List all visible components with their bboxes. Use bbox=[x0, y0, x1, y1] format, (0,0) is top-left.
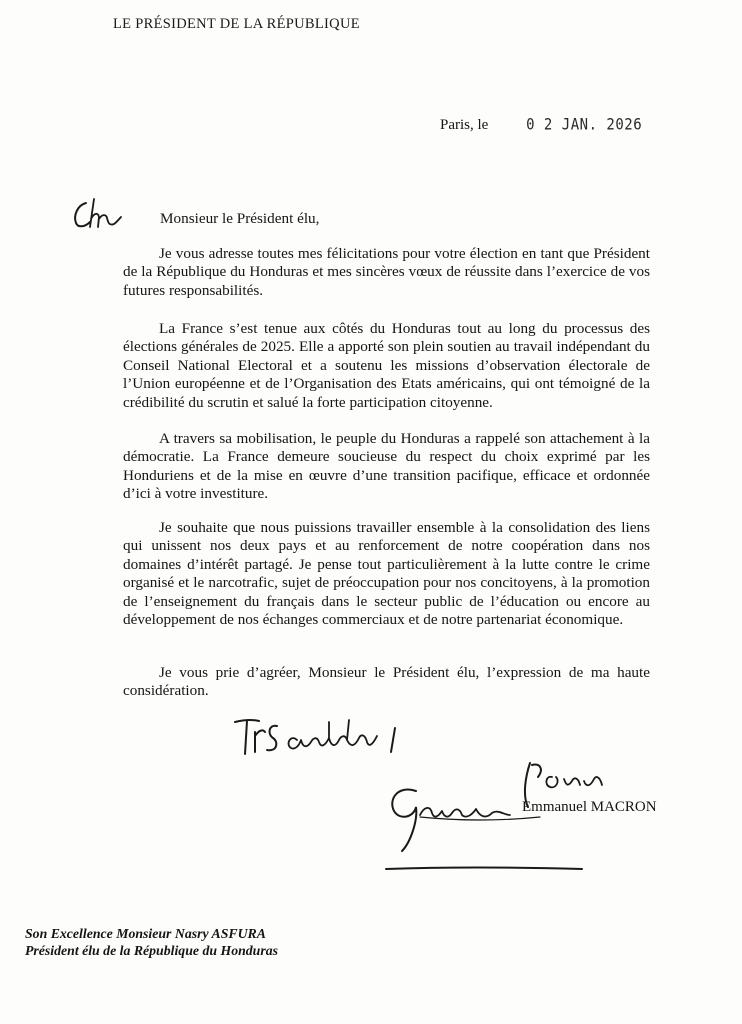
paragraph-cooperation: Je souhaite que nous puissions travailler ensemble à la consolidation des liens qui unissent nos deux pays et au renforcement de notre coopération dans nos domaines d’intérêt partagé. Je pense tout particulièrement à la lutte contre le crime organisé et le narcotrafic, sujet de préoccupation pour nos concitoyens, à la promotion de l’enseignement du français dans le secteur public de l’éducation ou encore au développement de nos échanges commerciaux et de notre partenariat économique. bbox=[123, 519, 650, 629]
recipient-line-title: Président élu de la République du Honduras bbox=[25, 943, 278, 958]
date-place: Paris, le bbox=[440, 117, 489, 133]
signature bbox=[380, 755, 610, 885]
date-stamp: 0 2 JAN. 2026 bbox=[526, 115, 643, 135]
handwritten-salutation-note bbox=[70, 197, 122, 231]
paragraph-democracy: A travers sa mobilisation, le peuple du Honduras a rappelé son attachement à la démocratie. La France demeure soucieuse du respect du choix exprimé par les Honduriens et de la mise en œuvre d’une transition pacifique, efficace et ordonnée d’ici à votre investiture. bbox=[123, 430, 650, 503]
date-line bbox=[440, 117, 642, 134]
recipient-block bbox=[25, 925, 278, 959]
recipient-line-name: Son Excellence Monsieur Nasry ASFURA bbox=[25, 926, 266, 941]
salutation: Monsieur le Président élu, bbox=[160, 210, 320, 227]
paragraph-elections: La France s’est tenue aux côtés du Honduras tout au long du processus des élections générales de 2025. Elle a apporté son plein soutien au travail indépendant du Conseil National Electoral et a soutenu les missions d’observation électorale de l’Union européenne et de l’Organisation des Etats américains, qui ont témoigné de la crédibilité du scrutin et salué la forte participation citoyenne. bbox=[123, 320, 650, 411]
handwritten-closing-note bbox=[233, 712, 413, 758]
letterhead: LE PRÉSIDENT DE LA RÉPUBLIQUE bbox=[113, 16, 360, 32]
paragraph-congratulations: Je vous adresse toutes mes félicitations pour votre élection en tant que Président de la République du Honduras et mes sincères vœux de réussite dans l’exercice de vos futures responsabilités. bbox=[123, 245, 650, 299]
paragraph-closing-formula: Je vous prie d’agréer, Monsieur le Président élu, l’expression de ma haute considération. bbox=[123, 664, 650, 700]
signatory-name: Emmanuel MACRON bbox=[522, 799, 657, 815]
